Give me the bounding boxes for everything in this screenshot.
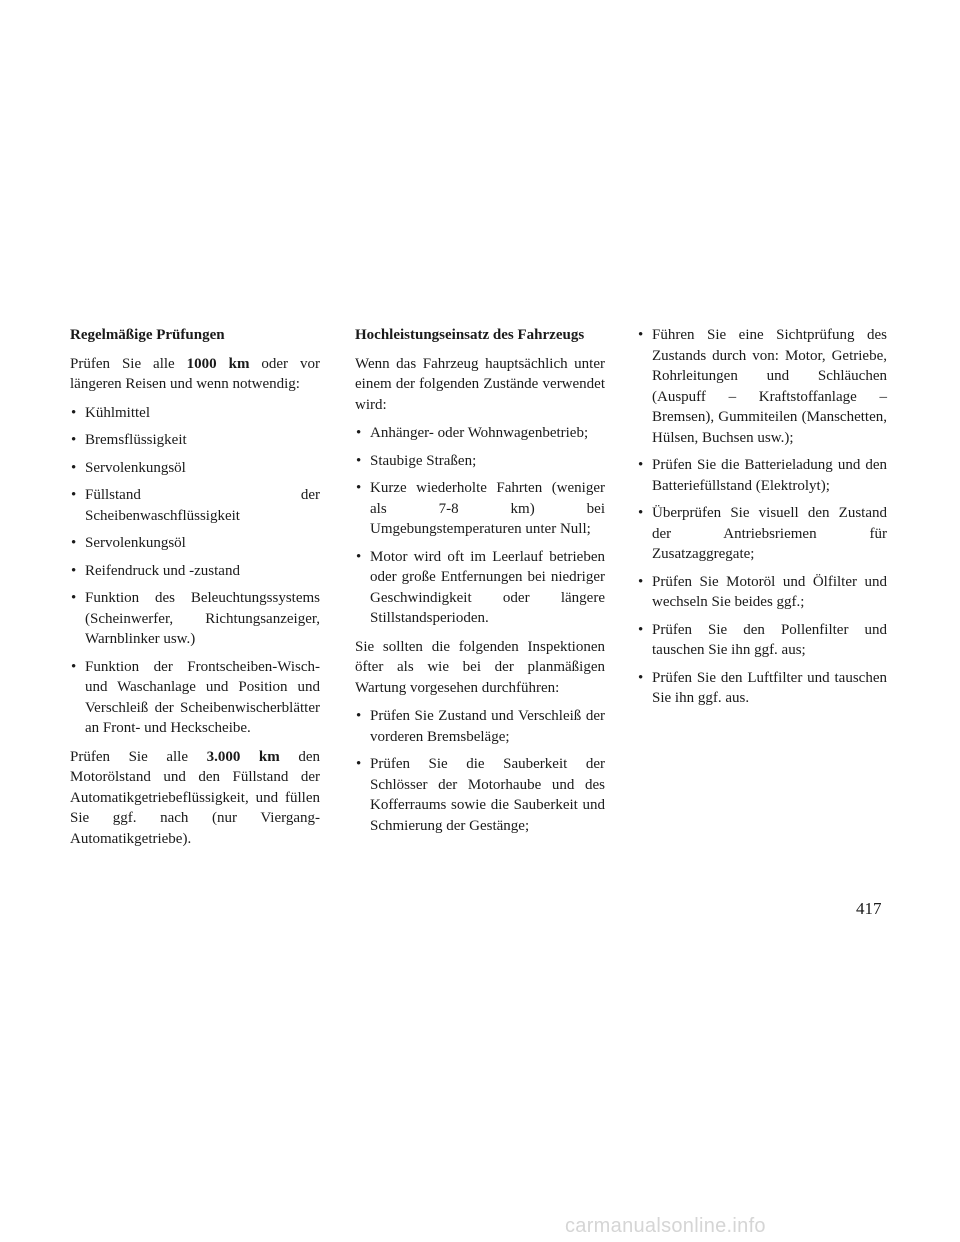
list-item: • Prüfen Sie die Sauberkeit der Schlösser der Motorhaube und des Kofferraums sowie die Sauberkeit und Schmierung der Gestänge;	[355, 754, 605, 836]
intro-text-start: Prüfen Sie alle	[70, 355, 187, 372]
list-item: • Prüfen Sie Zustand und Verschleiß der vorderen Bremsbeläge;	[355, 706, 605, 747]
list-item: • Überprüfen Sie visuell den Zustand der Antriebsriemen für Zusatzaggregate;	[637, 503, 887, 565]
watermark: carmanualsonline.info	[565, 1215, 766, 1237]
list-item: • Füllstand der Scheibenwaschflüssigkeit	[70, 485, 320, 526]
list-item: • Prüfen Sie den Pollenfilter und tauschen Sie ihn ggf. aus;	[637, 620, 887, 661]
inspections-list-continued	[637, 325, 887, 709]
column-left	[70, 325, 320, 857]
list-item: • Prüfen Sie den Luftfilter und tauschen Sie ihn ggf. aus.	[637, 668, 887, 709]
list-item: • Kühlmittel	[70, 403, 320, 424]
section-heading-heavy-duty: Hochleistungseinsatz des Fahrzeugs	[355, 327, 585, 343]
list-item: • Prüfen Sie die Batterieladung und den Batteriefüllstand (Elektrolyt);	[637, 455, 887, 496]
oil-text-start: Prüfen Sie alle	[70, 748, 207, 765]
inspections-intro: Sie sollten die folgenden Inspektionen öfter als wie bei der planmäßigen Wartung vorgesehen durchführen:	[355, 638, 605, 696]
list-item: • Funktion der Frontscheiben-Wisch- und Waschanlage und Position und Verschleiß der Scheibenwischerblätter an Front- und Heckscheibe.	[70, 657, 320, 739]
list-item: • Bremsflüssigkeit	[70, 430, 320, 451]
list-item: • Motor wird oft im Leerlauf betrieben oder große Entfernungen bei niedriger Geschwindigkeit oder längere Stillstandsperioden.	[355, 547, 605, 629]
oil-check-paragraph	[70, 747, 320, 850]
list-item: • Kurze wiederholte Fahrten (weniger als 7-8 km) bei Umgebungstemperaturen unter Null;	[355, 478, 605, 540]
list-item: • Servolenkungsöl	[70, 458, 320, 479]
interval-1000km: 1000 km	[186, 355, 250, 372]
intro-text-end: oder vor längeren Reisen und wenn notwendig:	[70, 355, 320, 392]
conditions-list	[355, 423, 605, 629]
oil-text-end: den Motorölstand und den Füllstand der Automatikgetriebeflüssigkeit, und füllen Sie ggf. nach (nur Viergang-Automatikgetriebe).	[70, 748, 320, 847]
page-number: 417	[856, 899, 882, 918]
list-item: • Prüfen Sie Motoröl und Ölfilter und wechseln Sie beides ggf.;	[637, 572, 887, 613]
inspections-list	[355, 706, 605, 836]
column-middle	[355, 325, 605, 844]
list-item: • Anhänger- oder Wohnwagenbetrieb;	[355, 423, 605, 444]
list-item: • Staubige Straßen;	[355, 451, 605, 472]
list-item: • Servolenkungsöl	[70, 533, 320, 554]
column-right	[637, 325, 887, 717]
intro-paragraph	[70, 354, 320, 395]
interval-3000km: 3.000 km	[206, 748, 280, 765]
conditions-intro: Wenn das Fahrzeug hauptsächlich unter einem der folgenden Zustände verwendet wird:	[355, 355, 605, 413]
section-heading-regular-checks: Regelmäßige Prüfungen	[70, 327, 225, 343]
list-item: • Funktion des Beleuchtungssystems (Scheinwerfer, Richtungsanzeiger, Warnblinker usw.)	[70, 588, 320, 650]
list-item: • Führen Sie eine Sichtprüfung des Zustands durch von: Motor, Getriebe, Rohrleitungen und Schläuchen (Auspuff – Kraftstoffanlage – Bremsen), Gummiteilen (Manschetten, Hülsen, Buchsen usw.);	[637, 325, 887, 448]
list-item: • Reifendruck und -zustand	[70, 561, 320, 582]
checks-list	[70, 403, 320, 739]
